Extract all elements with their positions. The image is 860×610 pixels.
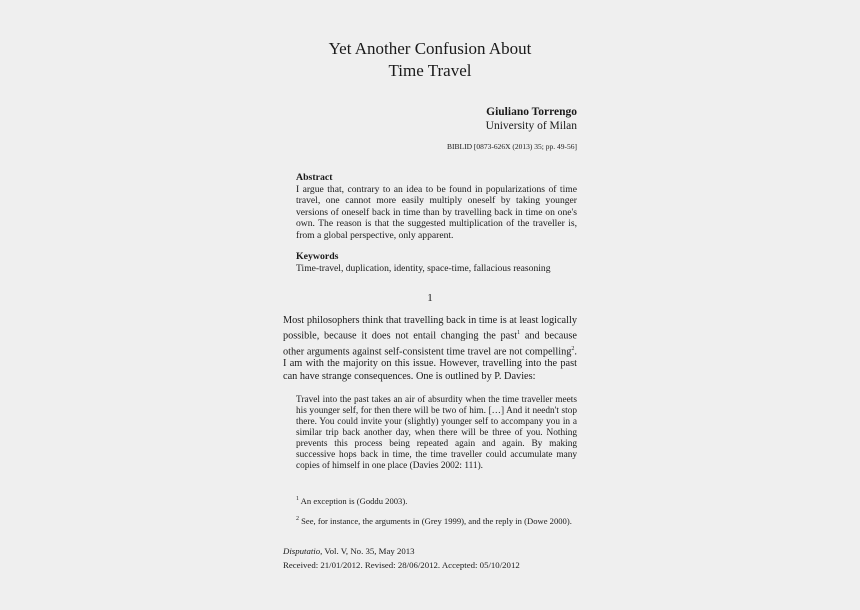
journal-info [283,546,415,556]
paper-title [0,38,860,82]
author-name: Giuliano Torrengo [486,106,577,118]
abstract-text: I argue that, contrary to an idea to be found in popularizations of time travel, one cannot more easily multiply oneself by taking younger versions of oneself back in time than by travelling back in time on one's own. The reason is that the suggested multiplication of the traveller is, from a global perspective, only apparent. [296,183,577,241]
footnote-ref-2[interactable]: 2 [571,345,575,352]
block-quote: Travel into the past takes an air of absurdity when the time traveller meets his younger self, for then there will be two of him. […] And it needn't stop there. You could invite your (slightly) younger self to accompany you in a similar trip back another day, when there will be three of you. Nothing prevents this process being repeated again and again. By making successive hops back in time, the time traveller could accumulate many copies of himself in one place (Davies 2002: 111). [296,395,577,471]
journal-name: Disputatio [283,546,321,556]
abstract-block [296,172,577,242]
keywords-text: Time-travel, duplication, identity, space-time, fallacious reasoning [296,262,551,274]
biblid: BIBLID [0873-626X (2013) 35; pp. 49-56] [447,142,577,151]
author-affiliation: University of Milan [485,120,577,132]
abstract-heading: Abstract [296,172,333,183]
body-text-1: Most philosophers think that travelling back in time is at least logically possible, because it does not entail changing the past [283,315,577,342]
author-block [486,105,577,133]
body-text-3: . I am with the majority on this issue. However, travelling into the past can have strange consequences. One is outlined by P. Davies: [283,346,577,382]
body-paragraph [283,315,577,383]
section-number: 1 [427,292,433,304]
journal-issue: , Vol. V, No. 35, May 2013 [320,546,415,556]
body-text-2: and because other arguments against self-consistent time travel are not compelling [283,330,577,358]
footnote-1 [283,494,577,506]
footnote-text-2: See, for instance, the arguments in (Grey 1999), and the reply in (Dowe 2000). [299,515,572,526]
footnote-ref-1[interactable]: 1 [517,330,521,337]
received-dates: Received: 21/01/2012. Revised: 28/06/2012. Accepted: 05/10/2012 [283,560,520,570]
footnote-2 [283,514,577,526]
title-line-1: Yet Another Confusion About [328,39,532,58]
footnote-number-1: 1 [296,496,299,502]
title-line-2: Time Travel [388,61,472,80]
footnote-number-2: 2 [296,516,299,522]
keywords-heading: Keywords [296,251,339,262]
footnote-text-1: An exception is (Goddu 2003). [299,495,408,506]
keywords-block [296,251,577,274]
